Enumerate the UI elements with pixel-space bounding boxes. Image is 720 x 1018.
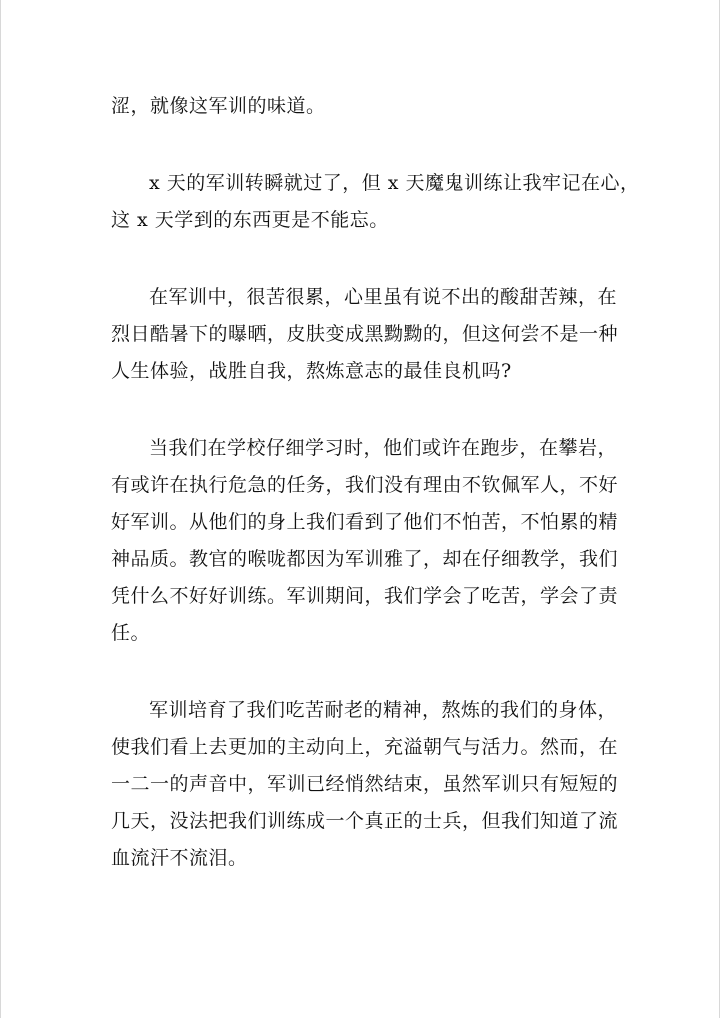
text-line: 在军训中，很苦很累，心里虽有说不出的酸甜苦辣，在	[149, 286, 618, 308]
text-line: 这 x 天学到的东西更是不能忘。	[111, 209, 389, 231]
text-line: 血流汗不流泪。	[111, 847, 248, 869]
text-line: 凭什么不好好训练。军训期间，我们学会了吃苦，学会了责	[111, 585, 619, 607]
text-line: 烈日酷暑下的曝晒，皮肤变成黑黝黝的，但这何尝不是一种	[111, 323, 619, 345]
text-line: 任。	[111, 622, 151, 644]
text-line: 好军训。从他们的身上我们看到了他们不怕苦，不怕累的精	[111, 511, 619, 533]
text-line: 人生体验，战胜自我，熬炼意志的最佳良机吗?	[111, 360, 512, 382]
text-line: 有或许在执行危急的任务，我们没有理由不钦佩军人，不好	[111, 474, 619, 496]
text-line: x 天的军训转瞬就过了，但 x 天魔鬼训练让我牢记在心，	[149, 172, 640, 194]
text-line: 几天，没法把我们训练成一个真正的士兵，但我们知道了流	[111, 810, 619, 832]
text-line: 一二一的声音中，军训已经悄然结束，虽然军训只有短短的	[111, 773, 619, 795]
text-line: 军训培育了我们吃苦耐老的精神，熬炼的我们的身体，	[149, 699, 618, 721]
text-line: 使我们看上去更加的主动向上，充溢朝气与活力。然而，在	[111, 736, 619, 758]
text-line: 当我们在学校仔细学习时，他们或许在跑步，在攀岩，	[149, 437, 618, 459]
text-line: 涩，就像这军训的味道。	[111, 95, 326, 117]
text-line: 神品质。教官的喉咙都因为军训雅了，却在仔细教学，我们	[111, 548, 619, 570]
